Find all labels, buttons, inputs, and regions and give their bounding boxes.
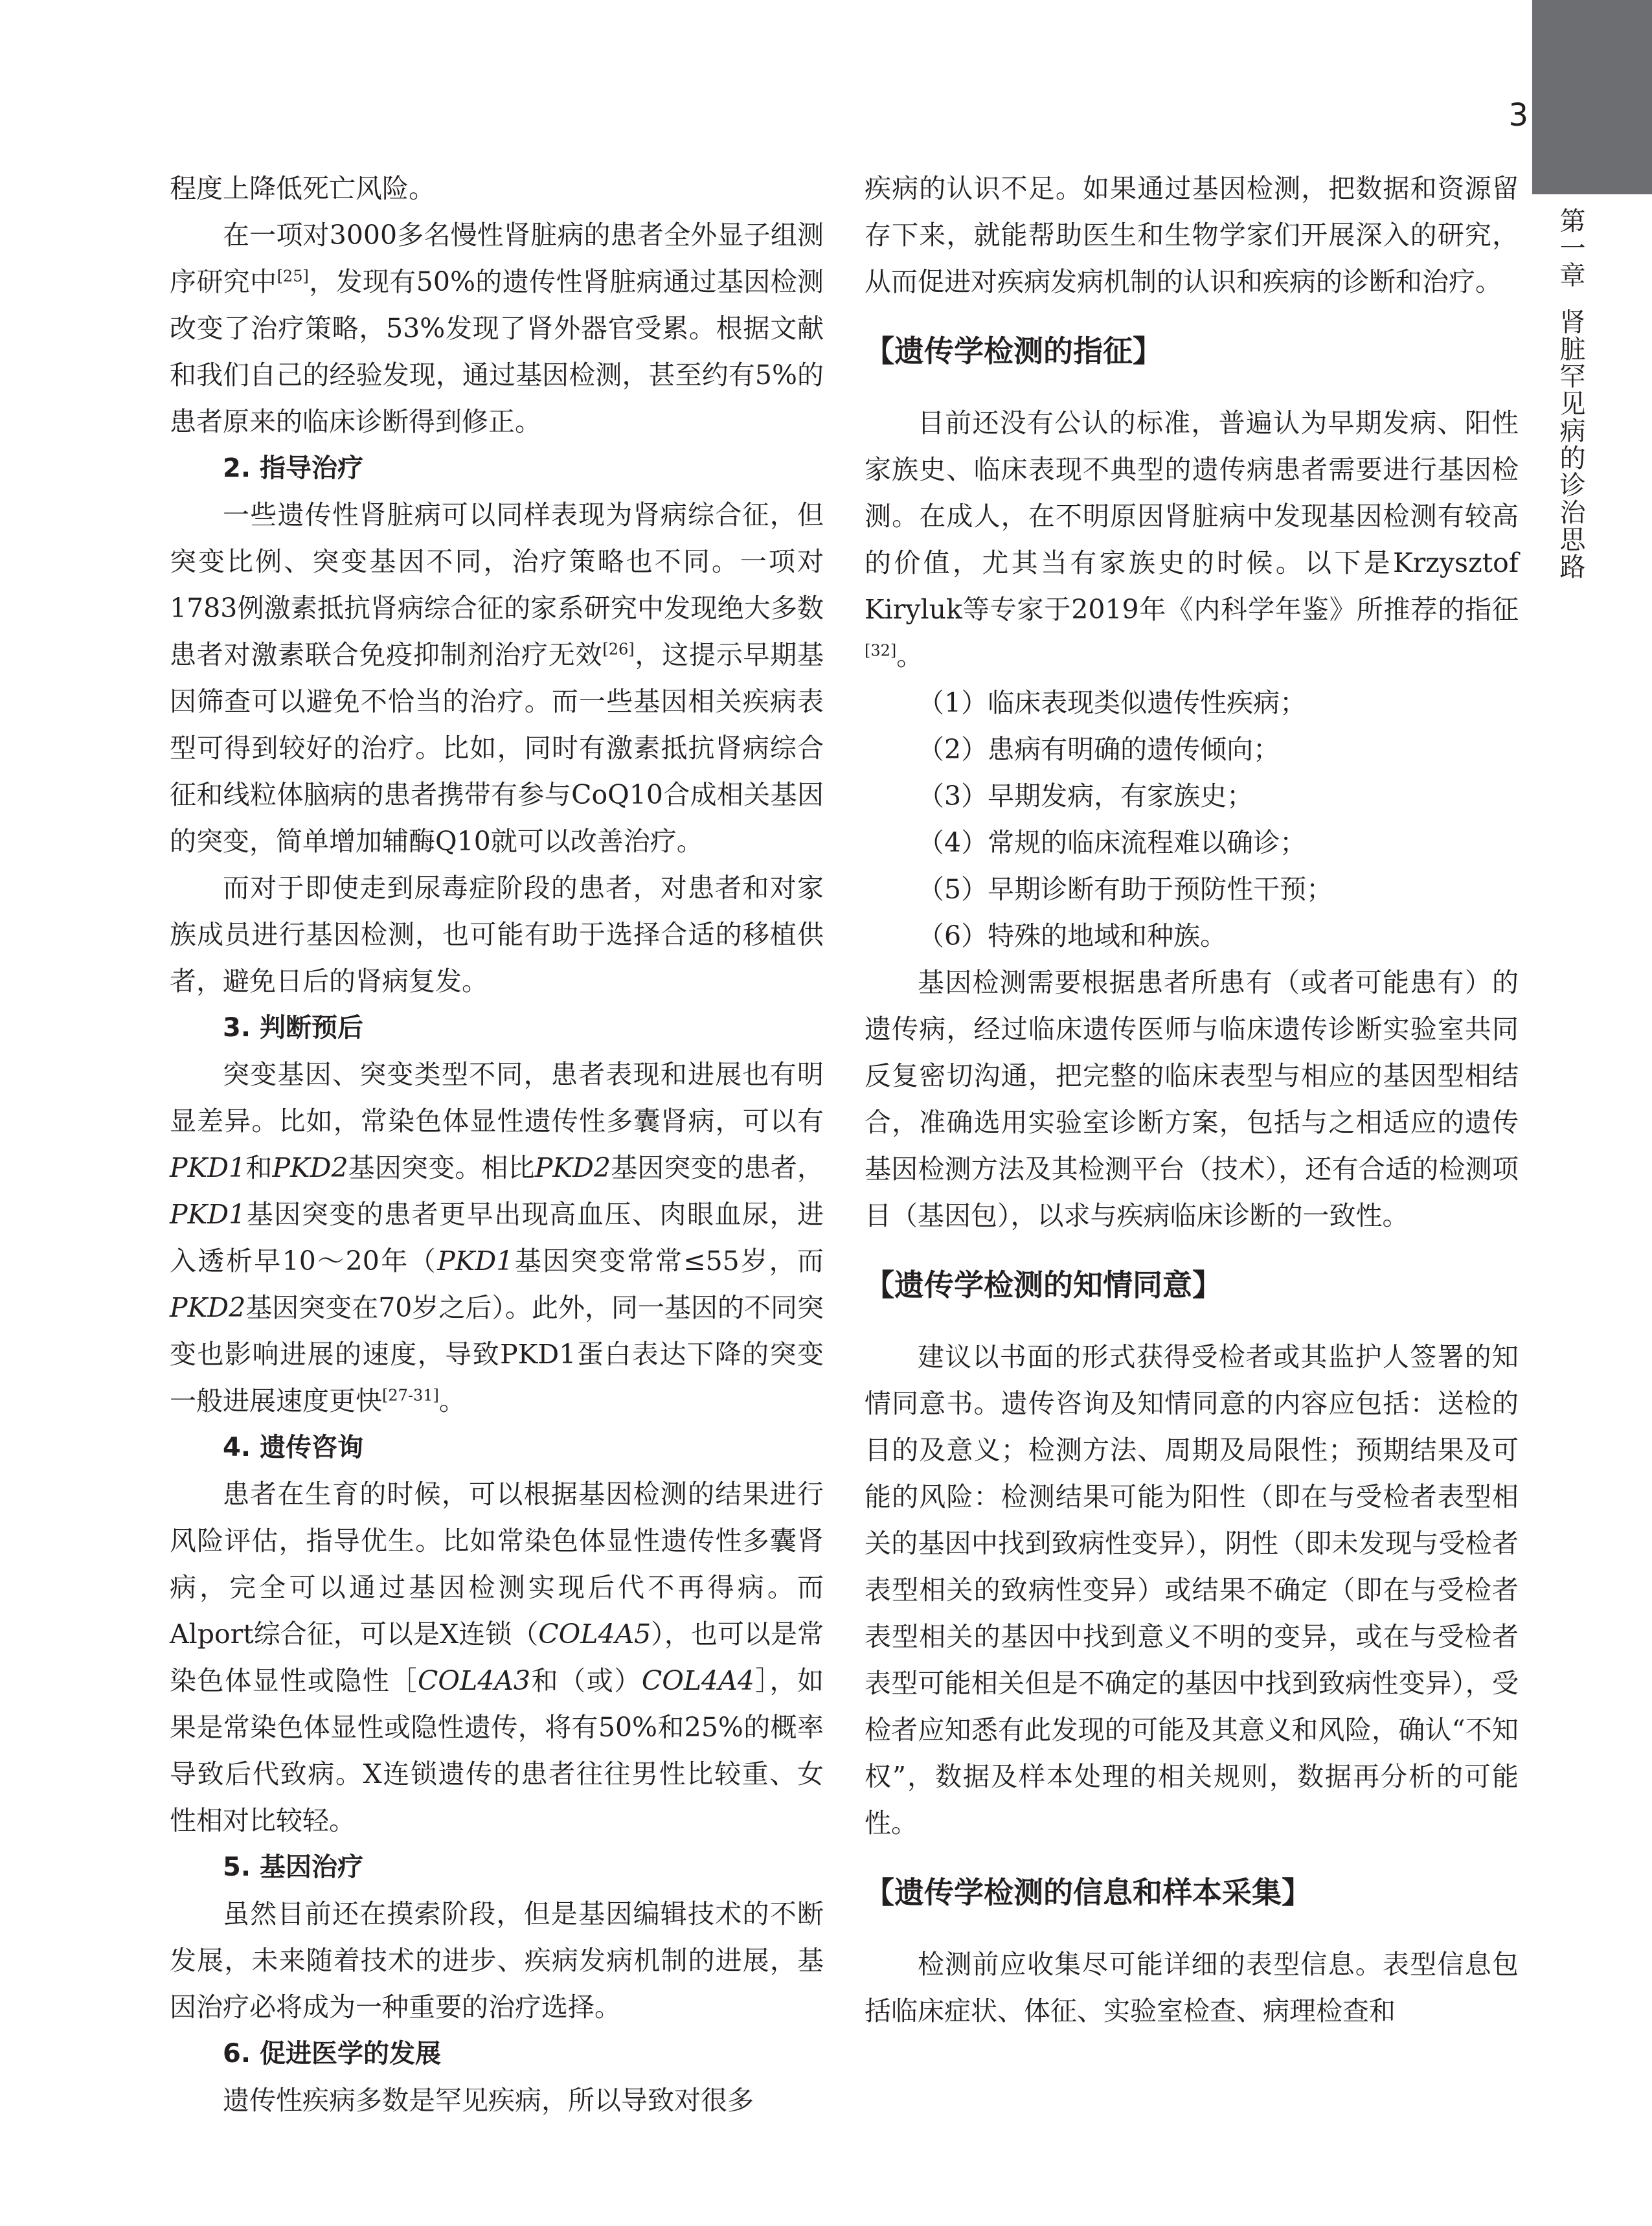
paragraph: 疾病的认识不足。如果通过基因检测，把数据和资源留存下来，就能帮助医生和生物学家们开展深入的研究，从而促进对疾病发病机制的认识和疾病的诊断和治疗。 (865, 173, 1519, 297)
paragraph: 遗传性疾病多数是罕见疾病，所以导致对很多 (223, 2085, 754, 2116)
paragraph: 检测前应收集尽可能详细的表型信息。表型信息包括临床症状、体征、实验室检查、病理检查和 (865, 1949, 1519, 2027)
paragraph: 而对于即使走到尿毒症阶段的患者，对患者和对家族成员进行基因检测，也可能有助于选择合适的移植供者，避免日后的肾病复发。 (170, 872, 824, 997)
subheading-gene-therapy: 5. 基因治疗 (223, 1852, 363, 1882)
list-item: （4）常规的临床流程难以确诊； (918, 827, 1307, 858)
list-item: （5）早期诊断有助于预防性干预； (918, 874, 1333, 905)
paragraph: 在一项对3000多名慢性肾脏病的患者全外显子组测序研究中[25]，发现有50%的遗传性肾脏病通过基因检测改变了治疗策略，53%发现了肾外器官受累。根据文献和我们自己的经验发现，通过基因检测，甚至约有5%的患者原来的临床诊断得到修正。 (170, 220, 824, 437)
citation: [27-31] (382, 1386, 439, 1405)
subheading-genetic-counseling: 4. 遗传咨询 (223, 1433, 363, 1462)
paragraph: 建议以书面的形式获得受检者或其监护人签署的知情同意书。遗传咨询及知情同意的内容应包括：送检的目的及意义；检测方法、周期及局限性；预期结果及可能的风险：检测结果可能为阳性（即在与受检者表型相关的基因中找到致病性变异），阴性（即未发现与受检者表型相关的致病性变异）或结果不确定（即在与受检者表型相关的基因中找到意义不明的变异，或在与受检者表型可能相关但是不确定的基因中找到致病性变异），受检者应知悉有此发现的可能及其意义和风险，确认“不知权”，数据及样本处理的相关规则，数据再分析的可能性。 (865, 1341, 1519, 1839)
right-column (865, 165, 1519, 2034)
paragraph: 程度上降低死亡风险。 (170, 173, 435, 204)
paragraph: 虽然目前还在摸索阶段，但是基因编辑技术的不断发展，未来随着技术的进步、疾病发病机制的进展，基因治疗必将成为一种重要的治疗选择。 (170, 1898, 824, 2023)
paragraph: 一些遗传性肾脏病可以同样表现为肾病综合征，但突变比例、突变基因不同，治疗策略也不同。一项对1783例激素抵抗肾病综合征的家系研究中发现绝大多数患者对激素联合免疫抑制剂治疗无效[26]，这提示早期基因筛查可以避免不恰当的治疗。而一些基因相关疾病表型可得到较好的治疗。比如，同时有激素抵抗肾病综合征和线粒体脑病的患者携带有参与CoQ10合成相关基因的突变，简单增加辅酶Q10就可以改善治疗。 (170, 499, 824, 857)
list-item: （2）患病有明确的遗传倾向； (918, 734, 1280, 765)
left-column (170, 165, 824, 2124)
citation: [32] (865, 641, 897, 660)
list-item: （3）早期发病，有家族史； (918, 780, 1254, 812)
section-heading-sample-collection: 【遗传学检测的信息和样本采集】 (865, 1875, 1311, 1910)
citation: [26] (602, 640, 635, 659)
subheading-medical-development: 6. 促进医学的发展 (223, 2039, 441, 2069)
chapter-label: 第一章 (1556, 207, 1585, 289)
section-heading-informed-consent: 【遗传学检测的知情同意】 (865, 1267, 1222, 1302)
paragraph: 基因检测需要根据患者所患有（或者可能患有）的遗传病，经过临床遗传医师与临床遗传诊断实验室共同反复密切沟通，把完整的临床表型与相应的基因型相结合，准确选用实验室诊断方案，包括与之相适应的遗传基因检测方法及其检测平台（技术），还有合适的检测项目（基因包），以求与疾病临床诊断的一致性。 (865, 967, 1519, 1231)
chapter-running-head (1548, 207, 1593, 580)
list-item: （6）特殊的地域和种族。 (918, 920, 1227, 951)
page-number: 3 (1508, 97, 1528, 133)
list-item: （1）临床表现类似遗传性疾病； (918, 687, 1307, 718)
paragraph: 目前还没有公认的标准，普遍认为早期发病、阳性家族史、临床表现不典型的遗传病患者需要进行基因检测。在成人，在不明原因肾脏病中发现基因检测有较高的价值，尤其当有家族史的时候。以下是Krzysztof Kiryluk等专家于2019年《内科学年鉴》所推荐的指征[32]。 (865, 407, 1519, 672)
citation: [25] (277, 267, 309, 286)
section-heading-indications: 【遗传学检测的指征】 (865, 334, 1162, 369)
subheading-prognosis: 3. 判断预后 (223, 1013, 363, 1043)
subheading-guide-treatment: 2. 指导治疗 (223, 453, 363, 483)
chapter-tab-block (1532, 0, 1652, 194)
chapter-title: 肾脏罕见病的诊治思路 (1556, 308, 1585, 580)
paragraph: 突变基因、突变类型不同，患者表现和进展也有明显差异。比如，常染色体显性遗传性多囊肾病，可以有PKD1和PKD2基因突变。相比PKD2基因突变的患者，PKD1基因突变的患者更早出现高血压、肉眼血尿，进入透析早10～20年（PKD1基因突变常常≤55岁，而PKD2基因突变在70岁之后）。此外，同一基因的不同突变也影响进展的速度，导致PKD1蛋白表达下降的突变一般进展速度更快[27-31]。 (170, 1059, 824, 1416)
paragraph: 患者在生育的时候，可以根据基因检测的结果进行风险评估，指导优生。比如常染色体显性遗传性多囊肾病，完全可以通过基因检测实现后代不再得病。而Alport综合征，可以是X连锁（COL4A5），也可以是常染色体显性或隐性［COL4A3和（或）COL4A4］，如果是常染色体显性或隐性遗传，将有50%和25%的概率导致后代致病。X连锁遗传的患者往往男性比较重、女性相对比较轻。 (170, 1479, 824, 1836)
